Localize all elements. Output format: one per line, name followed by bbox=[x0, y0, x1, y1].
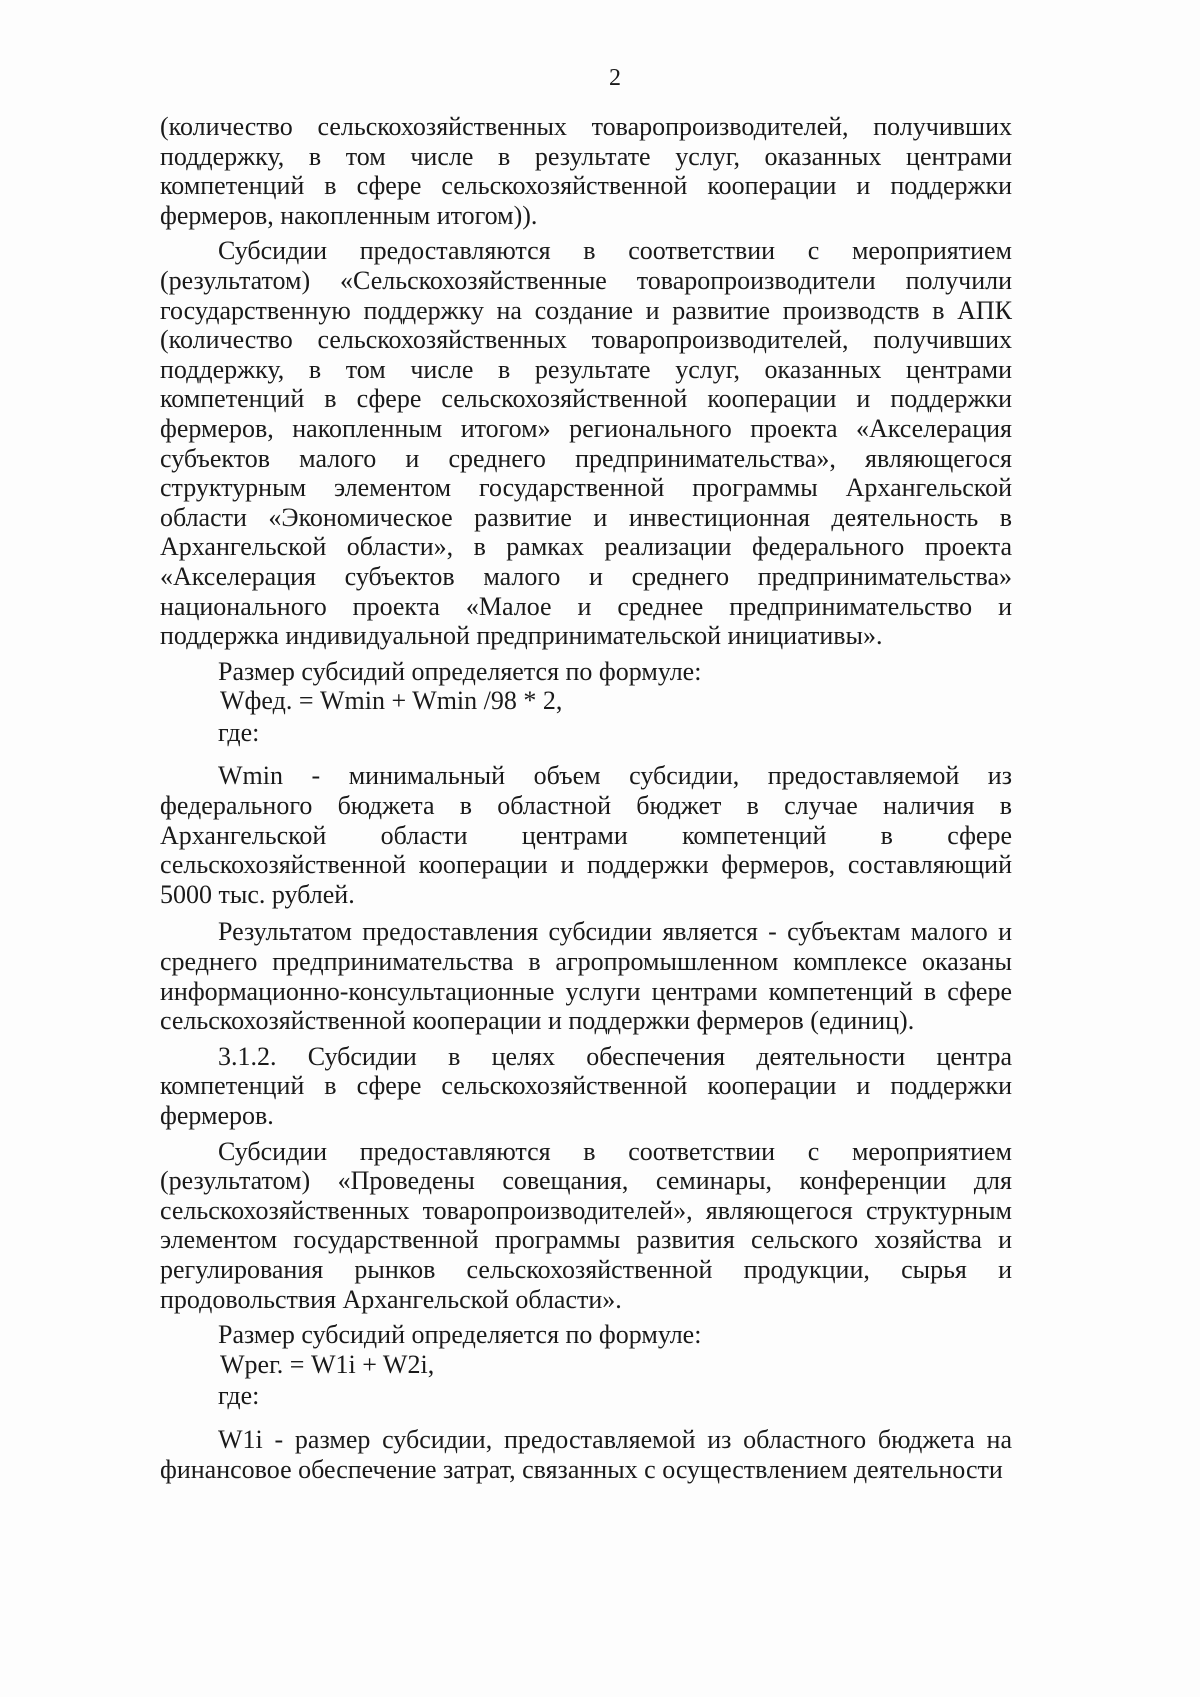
paragraph-formula-intro-2: Размер субсидий определяется по формуле: bbox=[218, 1320, 702, 1350]
paragraph-section-3-1-2: 3.1.2. Субсидии в целях обеспечения деятельности центра компетенций в сфере сельскохозяйственной кооперации и поддержки фермеров. bbox=[160, 1041, 1012, 1130]
formula-where-label: где: bbox=[218, 717, 260, 747]
paragraph-subsidy-regional: Субсидии предоставляются в соответствии с мероприятием (результатом) «Проведены совещания, семинары, конференции для сельскохозяйственных товаропроизводителей», являющегося структурным элементом государственной программы развития сельского хозяйства и регулирования рынков сельскохозяйственной продукции, сырья и продовольствия Архангельской области». bbox=[160, 1136, 1012, 1314]
formula-federal: Wфед. = Wmin + Wmin /98 * 2, bbox=[220, 686, 563, 716]
paragraph-subsidy-federal: Субсидии предоставляются в соответствии с мероприятием (результатом) «Сельскохозяйственные товаропроизводители получили государственную поддержку на создание и развитие производств в АПК (количество сельскохозяйственных товаропроизводителей, получивших поддержку, в том числе в результате услуг, оказанных центрами компетенций в сфере сельскохозяйственной кооперации и поддержки фермеров, накопленным итогом» регионального проекта «Акселерация субъектов малого и среднего предпринимательства», являющегося структурным элементом государственной программы Архангельской области «Экономическое развитие и инвестиционная деятельность в Архангельской области», в рамках реализации федерального проекта «Акселерация субъектов малого и среднего предпринимательства» национального проекта «Малое и среднее предпринимательство и поддержка индивидуальной предпринимательской инициативы». bbox=[160, 236, 1012, 651]
document-body bbox=[160, 112, 1012, 1484]
paragraph-continuation: (количество сельскохозяйственных товаропроизводителей, получивших поддержку, в том числе в результате услуг, оказанных центрами компетенций в сфере сельскохозяйственной кооперации и поддержки фермеров, накопленным итогом)). bbox=[160, 112, 1012, 230]
paragraph-result: Результатом предоставления субсидии является - субъектам малого и среднего предпринимательства в агропромышленном комплексе оказаны информационно-консультационные услуги центрами компетенций в сфере сельскохозяйственной кооперации и поддержки фермеров (единиц). bbox=[160, 917, 1012, 1036]
paragraph-w1i-definition: W1i - размер субсидии, предоставляемой из областного бюджета на финансовое обеспечение затрат, связанных с осуществлением деятельности bbox=[160, 1424, 1012, 1484]
paragraph-wmin-definition: Wmin - минимальный объем субсидии, предоставляемой из федерального бюджета в областной бюджет в случае наличия в Архангельской области центрами компетенций в сфере сельскохозяйственной кооперации и поддержки фермеров, составляющий 5000 тыс. рублей. bbox=[160, 761, 1012, 909]
formula-where-label-2: где: bbox=[218, 1381, 260, 1411]
paragraph-formula-intro: Размер субсидий определяется по формуле: bbox=[218, 656, 702, 686]
formula-regional: Wрег. = W1i + W2i, bbox=[220, 1349, 435, 1379]
page-number: 2 bbox=[609, 65, 621, 91]
